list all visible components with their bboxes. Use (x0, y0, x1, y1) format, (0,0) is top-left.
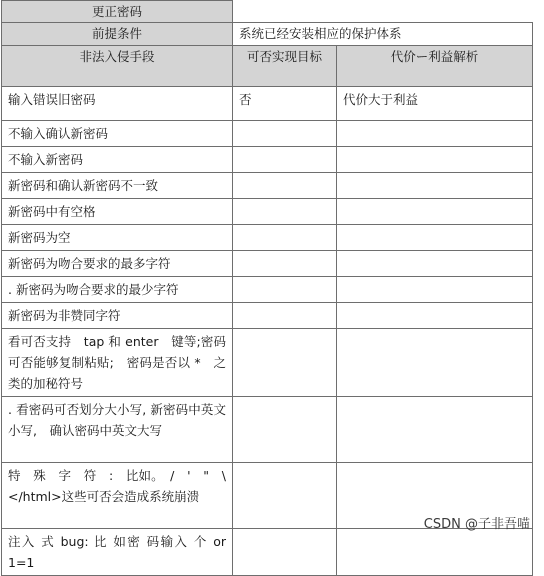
title-row (2, 1, 533, 23)
method-cell: 新密码和确认新密码不一致 (2, 173, 233, 199)
analysis-cell (337, 225, 533, 251)
method-cell: 注入 式 bug: 比 如密 码输入 个 or 1=1 (2, 529, 233, 576)
method-cell: 不输入确认新密码 (2, 121, 233, 147)
method-cell: . 看密码可否划分大小写, 新密码中英文小写, 确认密码中英文大写 (2, 397, 233, 463)
achievable-cell (233, 225, 337, 251)
achievable-cell (233, 147, 337, 173)
achievable-cell (233, 329, 337, 397)
header-method: 非法入侵手段 (2, 46, 233, 87)
table-row (2, 277, 533, 303)
analysis-cell (337, 121, 533, 147)
method-cell: 输入错误旧密码 (2, 87, 233, 121)
header-achievable: 可否实现目标 (233, 46, 337, 87)
csdn-watermark: CSDN @子非吾喵 (423, 517, 530, 532)
achievable-cell (233, 463, 337, 529)
table-row (2, 173, 533, 199)
header-analysis: 代价ー利益解析 (337, 46, 533, 87)
method-cell: 新密码为非赞同字符 (2, 303, 233, 329)
table-row (2, 329, 533, 397)
achievable-cell (233, 529, 337, 576)
title-cell: 更正密码 (2, 1, 233, 23)
premise-row (2, 23, 533, 46)
premise-label: 前提条件 (2, 23, 233, 46)
table-row (2, 303, 533, 329)
achievable-cell (233, 173, 337, 199)
achievable-cell (233, 121, 337, 147)
achievable-cell (233, 199, 337, 225)
achievable-cell: 否 (233, 87, 337, 121)
analysis-cell (337, 251, 533, 277)
method-cell: 新密码为吻合要求的最多字符 (2, 251, 233, 277)
table-row (2, 121, 533, 147)
achievable-cell (233, 303, 337, 329)
analysis-cell (337, 303, 533, 329)
analysis-cell (337, 173, 533, 199)
table-row (2, 225, 533, 251)
method-cell: . 新密码为吻合要求的最少字符 (2, 277, 233, 303)
method-cell: 新密码中有空格 (2, 199, 233, 225)
analysis-cell (337, 397, 533, 463)
analysis-cell (337, 277, 533, 303)
table-row (2, 529, 533, 576)
achievable-cell (233, 251, 337, 277)
method-cell: 看可否支持 tap 和 enter 键等;密码可否能够复制粘贴; 密码是否以 * 之类的加秘符号 (2, 329, 233, 397)
analysis-cell (337, 199, 533, 225)
method-cell: 新密码为空 (2, 225, 233, 251)
header-row (2, 46, 533, 87)
analysis-cell: 代价大于利益 (337, 87, 533, 121)
premise-value: 系统已经安装相应的保护体系 (233, 23, 533, 46)
method-cell: 不输入新密码 (2, 147, 233, 173)
table-row (2, 147, 533, 173)
table-row (2, 251, 533, 277)
table-row (2, 87, 533, 121)
analysis-cell (337, 329, 533, 397)
method-cell: 特 殊 字 符 : 比如。 / ' " \ </html>这些可否会造成系统崩溃 (2, 463, 233, 529)
achievable-cell (233, 277, 337, 303)
analysis-cell (337, 529, 533, 576)
achievable-cell (233, 397, 337, 463)
analysis-cell (337, 147, 533, 173)
test-case-table (1, 0, 533, 576)
table-row (2, 199, 533, 225)
table-row (2, 397, 533, 463)
